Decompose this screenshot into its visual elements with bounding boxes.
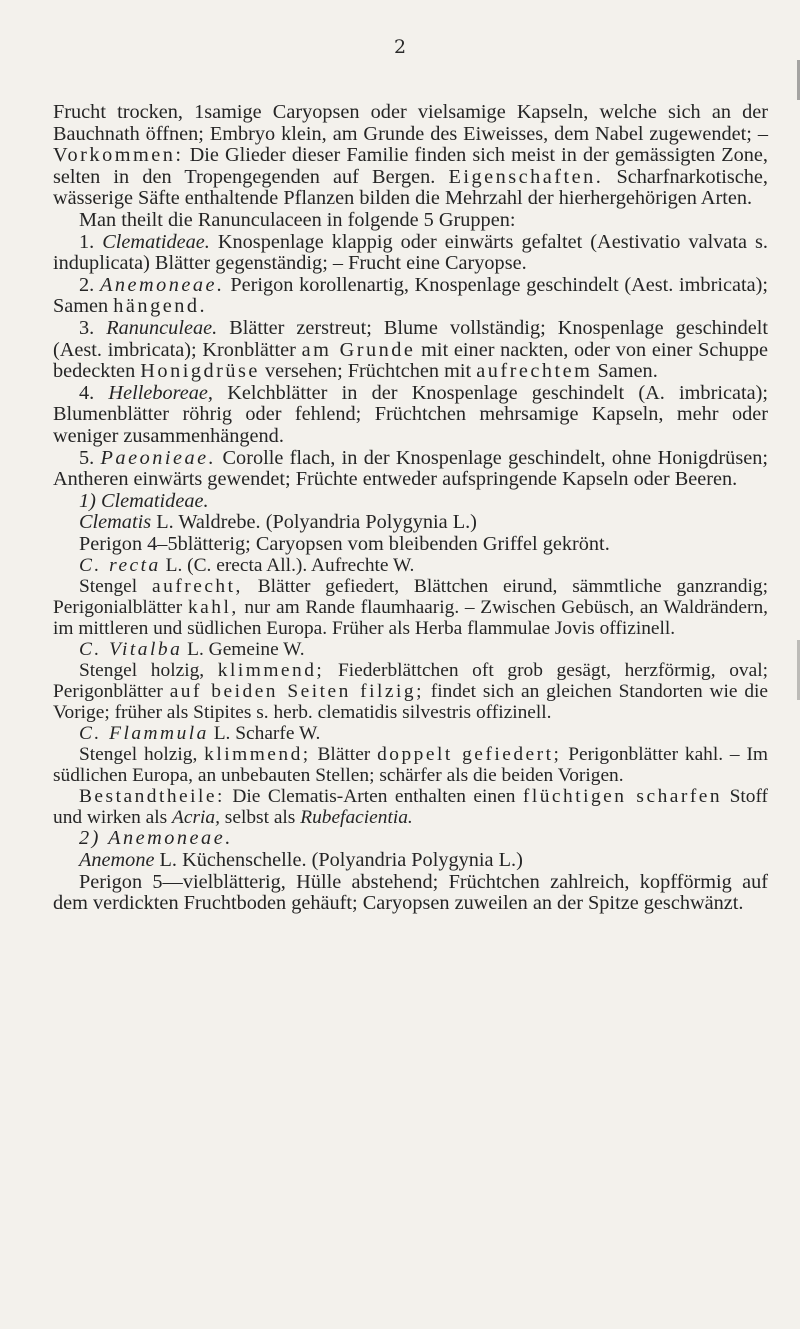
group-name: Paeonieae. xyxy=(100,446,217,469)
genus-anemone-description: Perigon 5—vielblätterig, Hülle abstehend; Früchtchen zahlreich, kopfförmig auf dem verdickten Fruchtboden gehäuft; Caryopsen zuweilen an der Spitze geschwänzt. xyxy=(53,870,768,915)
species-name: C. Vitalba xyxy=(79,639,183,661)
constituents-note: Bestandtheile: Die Clematis-Arten enthalten einen flüchtigen scharfen Stoff und wirken als Acria, selbst als Rubefacientia. xyxy=(53,786,769,829)
section-heading-clematideae: 1) Clematideae. xyxy=(79,489,209,512)
species-vitalba-heading: C. Vitalba L. Gemeine W. xyxy=(79,639,305,661)
group-4: 4. Helleboreae, Kelchblätter in der Knospenlage geschindelt (A. imbricata); Blumenblätter röhrig oder fehlend; Früchtchen mehrsamige Kapseln, mehr oder weniger zusammenhängend. xyxy=(53,381,768,447)
species-name: C. Flammula xyxy=(79,723,209,745)
family-paragraph: Frucht trocken, 1samige Caryopsen oder vielsamige Kapseln, welche sich an der Bauchnath öffnen; Embryo klein, am Grunde des Eiweisses, dem Nabel zugewendet; – Vorkommen: Die Glieder dieser Familie finden sich meist in der gemässigten Zone, selten in den Tropengegenden auf Bergen. Eigenschaften. Scharfnarkotische, wässerige Säfte enthaltende Pflanzen bilden die Mehrzahl der hierhergehörigen Arten. xyxy=(53,101,768,210)
occurrence-label: Vorkommen: xyxy=(53,144,184,167)
group-name: Clematideae. xyxy=(102,230,210,253)
group-name: Helleboreae, xyxy=(108,381,213,404)
genus-name: Clematis xyxy=(79,511,152,534)
genus-clematis-description: Perigon 4–5blätterig; Caryopsen vom bleibenden Griffel gekrönt. xyxy=(79,532,610,555)
genus-clematis: Clematis L. Waldrebe. (Polyandria Polygynia L.) xyxy=(79,511,477,534)
group-1: 1. Clematideae. Knospenlage klappig oder einwärts gefaltet (Aestivatio valvata s. induplicata) Blätter gegenständig; – Frucht eine Caryopse. xyxy=(53,230,769,275)
species-block-clematis xyxy=(53,555,768,828)
species-recta-heading: C. recta L. (C. erecta All.). Aufrechte W. xyxy=(79,555,415,577)
species-flammula-description: Stengel holzig, klimmend; Blätter doppelt gefiedert; Perigonblätter kahl. – Im südlichen Europa, an unbebauten Stellen; schärfer als die beiden Vorigen. xyxy=(53,744,768,787)
group-5: 5. Paeonieae. Corolle flach, in der Knospenlage geschindelt, ohne Honigdrüsen; Antheren einwärts gewendet; Früchte entweder aufspringende Kapseln oder Beeren. xyxy=(53,446,768,491)
properties-label: Eigenschaften. xyxy=(448,165,604,188)
group-name: Ranunculeae. xyxy=(106,316,218,339)
group-2: 2. Anemoneae. Perigon korollenartig, Knospenlage geschindelt (Aest. imbricata); Samen hängend. xyxy=(53,273,768,318)
species-name: C. recta xyxy=(79,555,161,577)
groups-intro: Man theilt die Ranunculaceen in folgende 5 Gruppen: xyxy=(79,208,516,231)
genus-anemone: Anemone L. Küchenschelle. (Polyandria Polygynia L.) xyxy=(79,849,523,872)
page-number: 2 xyxy=(393,36,407,58)
species-flammula-heading: C. Flammula L. Scharfe W. xyxy=(79,723,321,745)
section-heading-anemoneae: 2) Anemoneae. xyxy=(79,827,233,850)
species-vitalba-description: Stengel holzig, klimmend; Fiederblättchen oft grob gesägt, herzförmig, oval; Perigonblätter auf beiden Seiten filzig; findet sich an gleichen Standorten wie die Vorige; früher als Stipites s. herb. clematidis silvestris offizinell. xyxy=(53,660,769,724)
genus-name: Anemone xyxy=(79,849,155,872)
group-name: Anemoneae. xyxy=(99,273,225,296)
group-3: 3. Ranunculeae. Blätter zerstreut; Blume vollständig; Knospenlage geschindelt (Aest. imbricata); Kronblätter am Grunde mit einer nackten, oder von einer Schuppe bedeckten Honigdrüse versehen; Früchtchen mit aufrechtem Samen. xyxy=(53,316,769,383)
body-text xyxy=(53,102,768,915)
species-recta-description: Stengel aufrecht, Blätter gefiedert, Blättchen eirund, sämmtliche ganzrandig; Perigonialblätter kahl, nur am Rande flaumhaarig. – Zwischen Gebüsch, an Waldrändern, im mittleren und südlichen Europa. Früher als Herba flammulae Jovis offizinell. xyxy=(53,576,768,640)
